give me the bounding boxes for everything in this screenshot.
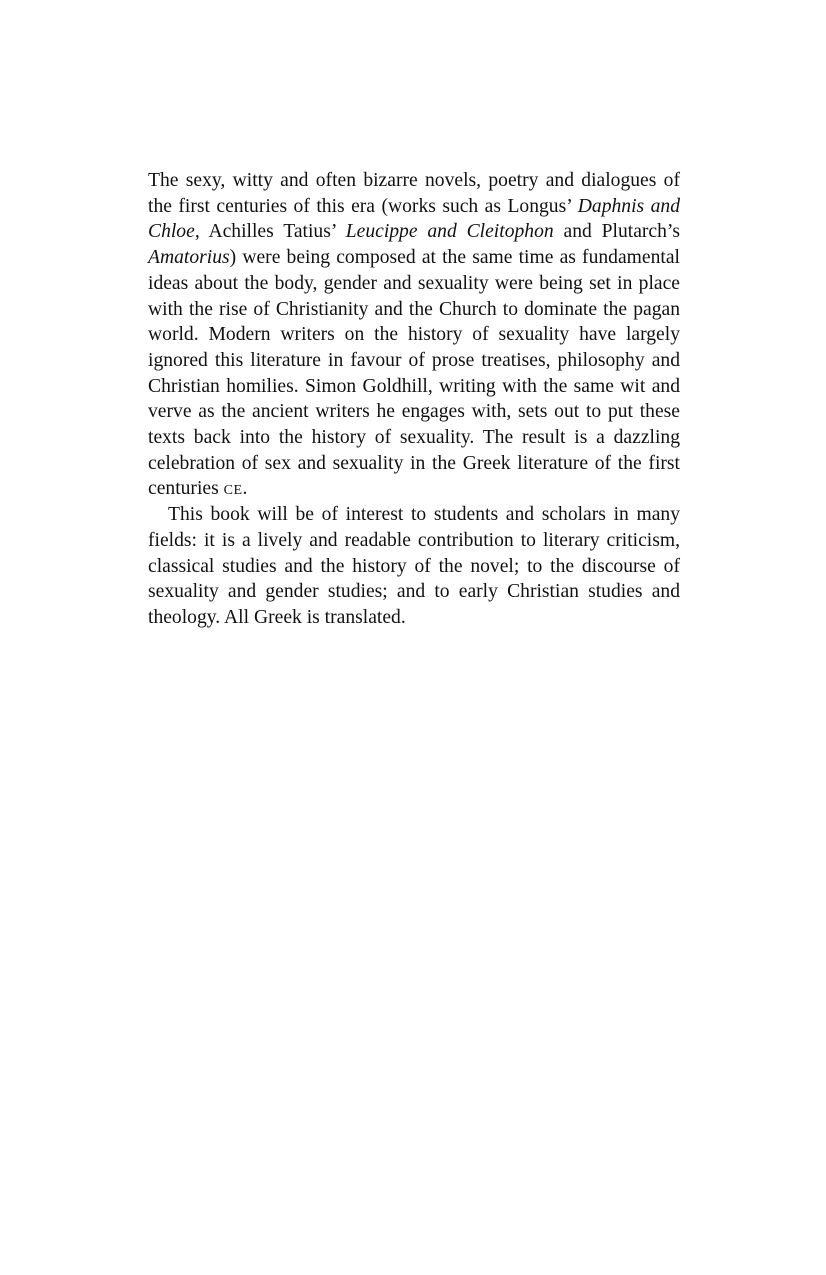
era-abbreviation: ce	[223, 478, 243, 500]
blurb-paragraph-1	[148, 168, 680, 502]
title-amatorius: Amatorius	[148, 247, 230, 269]
title-leucippe-and-cleitophon: Leucippe and Cleitophon	[345, 221, 554, 243]
blurb-paragraph-2: This book will be of interest to students and scholars in many fields: it is a lively and readable contribution to literary criticism, classical studies and the history of the novel; to the discourse of sexuality and gender studies; and to early Christian studies and theology. All Greek is translated.	[148, 504, 680, 628]
blurb-p1-text-5: .	[242, 478, 248, 500]
blurb-p1-text-1: The sexy, witty and often bizarre novels, poetry and dialogues of the first centuries of this era (works such as Longus’	[148, 170, 680, 217]
blurb-p1-text-3: and Plutarch’s	[553, 221, 680, 243]
blurb-text-block	[148, 168, 680, 631]
title-daphnis-and-chloe: Daphnis and Chloe	[148, 195, 680, 243]
blurb-p1-text-2: , Achilles Tatius’	[194, 221, 346, 243]
blurb-p1-text-4: ) were being composed at the same time as fundamental ideas about the body, gender and sexuality were being set in place with the rise of Christianity and the Church to dominate the pagan world. Modern writers on the history of sexuality have largely ignored this literature in favour of prose treatises, philosophy and Christian homilies. Simon Goldhill, writing with the same wit and verve as the ancient writers he engages with, sets out to put these texts back into the history of sexuality. The result is a dazzling celebration of sex and sexuality in the Greek literature of the first centuries	[148, 247, 680, 500]
